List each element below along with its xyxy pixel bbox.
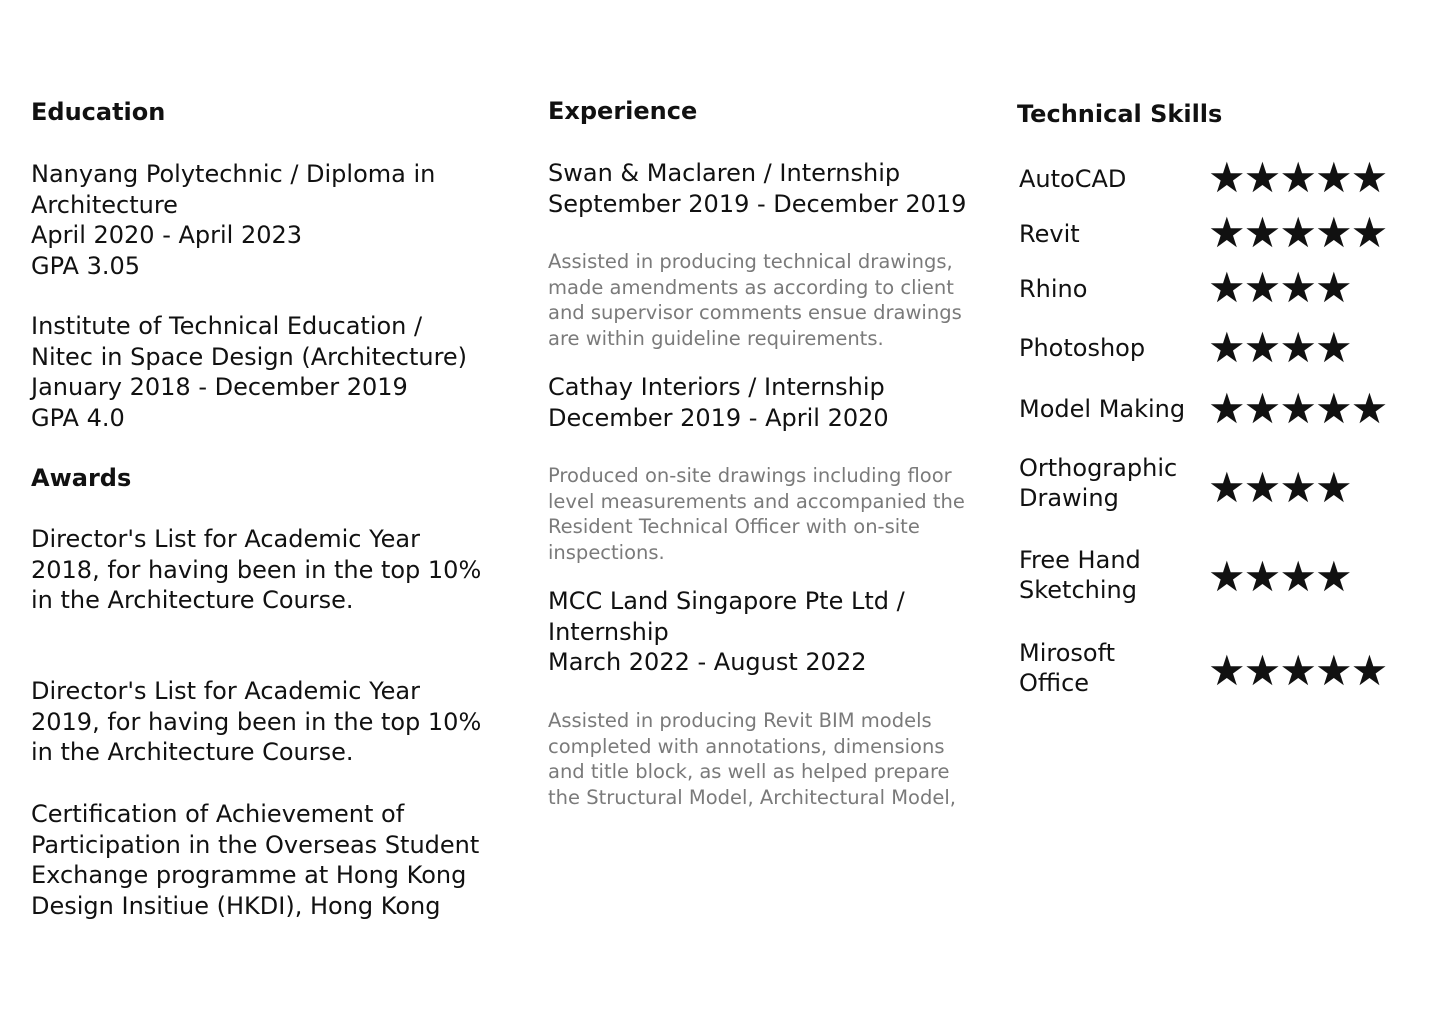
award-entry-line: Design Insitiue (HKDI), Hong Kong: [31, 891, 441, 920]
experience-title-line: December 2019 - April 2020: [548, 403, 889, 432]
star-icon: ★: [1279, 208, 1315, 257]
education-entry: [31, 311, 467, 433]
star-icon: ★: [1243, 208, 1280, 257]
award-entry: [31, 799, 479, 921]
skill-name-line: Rhino: [1019, 275, 1088, 303]
experience-title-line: Internship: [548, 617, 669, 646]
star-icon: ★: [1279, 646, 1315, 695]
skill-name-line: AutoCAD: [1019, 165, 1127, 193]
skill-name-line: Mirosoft: [1019, 639, 1116, 667]
award-entry-line: in the Architecture Course.: [31, 586, 354, 614]
experience-description-line: inspections.: [548, 540, 665, 564]
star-icon: ★: [1243, 323, 1280, 372]
experience-description-line: Produced on-site drawings including floor: [548, 464, 952, 487]
star-icon: ★: [1350, 646, 1387, 695]
experience-title-line: Swan & Maclaren / Internship: [548, 159, 901, 187]
experience-title: [548, 158, 966, 219]
experience-title-line: Cathay Interiors / Internship: [548, 373, 885, 401]
star-icon: ★: [1208, 263, 1244, 312]
star-icon: ★: [1279, 153, 1315, 202]
star-icon: ★: [1350, 208, 1387, 257]
star-icon: ★: [1350, 384, 1387, 433]
experience-title-line: March 2022 - August 2022: [548, 648, 867, 676]
experience-description: [548, 708, 956, 810]
skill-name-line: Orthographic: [1019, 454, 1178, 482]
award-entry-line: Participation in the Overseas Student: [31, 830, 480, 859]
skill-name: [1019, 453, 1177, 513]
experience-description-line: and supervisor comments ensue drawings: [548, 301, 962, 324]
skill-name-line: Drawing: [1019, 484, 1119, 512]
education-entry-line: April 2020 - April 2023: [31, 221, 303, 249]
experience-description-line: Assisted in producing Revit BIM models: [548, 709, 932, 732]
experience-description: [548, 463, 965, 565]
star-icon: ★: [1279, 384, 1315, 433]
star-icon: ★: [1314, 323, 1351, 372]
experience-title: [548, 586, 905, 678]
star-icon: ★: [1208, 208, 1244, 257]
experience-title-line: September 2019 - December 2019: [548, 189, 967, 218]
star-icon: ★: [1243, 153, 1280, 202]
education-entry-line: GPA 4.0: [31, 403, 125, 432]
award-entry: [31, 524, 481, 616]
award-entry-line: Director's List for Academic Year: [31, 525, 420, 553]
award-entry-line: Director's List for Academic Year: [31, 677, 420, 705]
star-icon: ★: [1314, 208, 1351, 257]
star-icon: ★: [1208, 323, 1244, 372]
education-entry-line: GPA 3.05: [31, 251, 141, 280]
star-icon: ★: [1208, 384, 1244, 433]
star-icon: ★: [1314, 552, 1351, 601]
skill-rating: [1208, 463, 1351, 512]
education-heading: Education: [31, 98, 166, 126]
experience-description-line: Resident Technical Officer with on-site: [548, 515, 920, 538]
experience-description-line: made amendments as according to client: [548, 275, 954, 299]
star-icon: ★: [1279, 263, 1315, 312]
skill-name: [1019, 638, 1115, 698]
star-icon: ★: [1243, 552, 1280, 601]
star-icon: ★: [1314, 463, 1351, 512]
star-icon: ★: [1350, 153, 1387, 202]
award-entry-line: in the Architecture Course.: [31, 738, 354, 766]
star-icon: ★: [1243, 646, 1280, 695]
experience-description-line: completed with annotations, dimensions: [548, 734, 945, 758]
star-icon: ★: [1208, 552, 1244, 601]
awards-heading: Awards: [31, 464, 132, 492]
skill-rating: [1208, 646, 1387, 695]
award-entry-line: Exchange programme at Hong Kong: [31, 861, 467, 889]
skill-name: [1019, 219, 1080, 249]
education-entry-line: Nitec in Space Design (Architecture): [31, 342, 468, 371]
skill-name-line: Photoshop: [1019, 334, 1146, 362]
star-icon: ★: [1243, 263, 1280, 312]
skill-name-line: Free Hand: [1019, 546, 1141, 574]
experience-description-line: level measurements and accompanied the: [548, 489, 965, 513]
skills-heading: Technical Skills: [1017, 100, 1223, 128]
star-icon: ★: [1314, 646, 1351, 695]
star-icon: ★: [1243, 384, 1280, 433]
education-entry-line: January 2018 - December 2019: [31, 373, 408, 401]
skill-rating: [1208, 263, 1351, 312]
skill-rating: [1208, 384, 1387, 433]
skill-name: [1019, 333, 1145, 363]
skill-name-line: Office: [1019, 669, 1090, 697]
skill-rating: [1208, 153, 1387, 202]
skill-rating: [1208, 552, 1351, 601]
skill-name-line: Model Making: [1019, 395, 1186, 423]
skill-name: [1019, 394, 1185, 424]
star-icon: ★: [1314, 384, 1351, 433]
star-icon: ★: [1243, 463, 1280, 512]
award-entry: [31, 676, 481, 768]
skill-rating: [1208, 208, 1387, 257]
skill-name-line: Revit: [1019, 220, 1080, 248]
award-entry-line: 2018, for having been in the top 10%: [31, 555, 482, 584]
experience-description-line: are within guideline requirements.: [548, 326, 884, 350]
skill-name: [1019, 545, 1141, 605]
skill-rating: [1208, 323, 1351, 372]
skill-name: [1019, 164, 1126, 194]
star-icon: ★: [1279, 463, 1315, 512]
experience-description: [548, 249, 962, 351]
star-icon: ★: [1279, 323, 1315, 372]
experience-description-line: Assisted in producing technical drawings,: [548, 250, 953, 273]
star-icon: ★: [1208, 153, 1244, 202]
award-entry-line: 2019, for having been in the top 10%: [31, 707, 482, 736]
star-icon: ★: [1314, 153, 1351, 202]
star-icon: ★: [1314, 263, 1351, 312]
star-icon: ★: [1208, 646, 1244, 695]
experience-title-line: MCC Land Singapore Pte Ltd /: [548, 587, 905, 615]
experience-description-line: the Structural Model, Architectural Model,: [548, 785, 956, 809]
skill-name: [1019, 274, 1087, 304]
education-entry-line: Nanyang Polytechnic / Diploma in: [31, 160, 436, 188]
experience-heading: Experience: [548, 97, 698, 125]
education-entry-line: Architecture: [31, 190, 178, 219]
education-entry: [31, 159, 435, 281]
experience-description-line: and title block, as well as helped prepare: [548, 760, 950, 783]
star-icon: ★: [1208, 463, 1244, 512]
award-entry-line: Certification of Achievement of: [31, 800, 405, 828]
education-entry-line: Institute of Technical Education /: [31, 312, 423, 340]
experience-title: [548, 372, 889, 433]
star-icon: ★: [1279, 552, 1315, 601]
skill-name-line: Sketching: [1019, 576, 1137, 604]
